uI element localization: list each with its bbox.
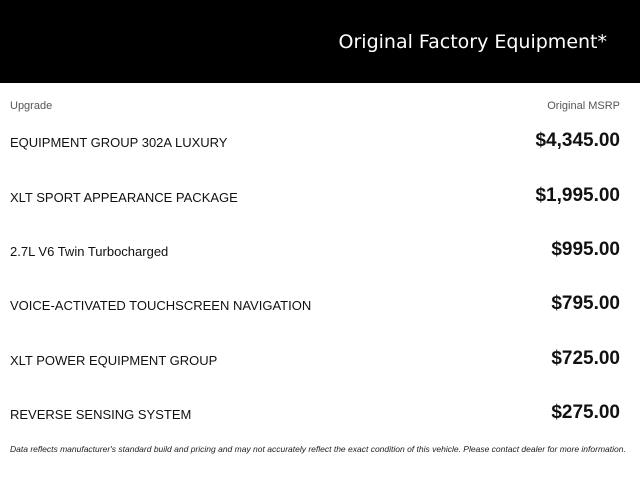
equipment-name: XLT POWER EQUIPMENT GROUP bbox=[10, 353, 218, 368]
equipment-row bbox=[0, 346, 640, 376]
equipment-row bbox=[0, 237, 640, 267]
equipment-name: 2.7L V6 Twin Turbocharged bbox=[10, 244, 169, 259]
equipment-price: $1,995.00 bbox=[535, 185, 620, 206]
equipment-price: $275.00 bbox=[551, 402, 620, 423]
equipment-row bbox=[0, 128, 640, 158]
equipment-price: $995.00 bbox=[551, 239, 620, 260]
equipment-name: XLT SPORT APPEARANCE PACKAGE bbox=[10, 190, 238, 205]
disclaimer-text: Data reflects manufacturer's standard build and pricing and may not accurately reflect the exact condition of this vehicle. Please contact dealer for more information. bbox=[10, 444, 626, 454]
equipment-name: VOICE-ACTIVATED TOUCHSCREEN NAVIGATION bbox=[10, 298, 312, 313]
equipment-row bbox=[0, 183, 640, 213]
equipment-name: REVERSE SENSING SYSTEM bbox=[10, 407, 192, 422]
equipment-price: $725.00 bbox=[551, 348, 620, 369]
equipment-name: EQUIPMENT GROUP 302A LUXURY bbox=[10, 135, 228, 150]
column-header-upgrade: Upgrade bbox=[10, 100, 53, 112]
page-header bbox=[0, 0, 640, 83]
equipment-row bbox=[0, 400, 640, 430]
equipment-price: $4,345.00 bbox=[535, 130, 620, 151]
equipment-price: $795.00 bbox=[551, 293, 620, 314]
column-header-msrp: Original MSRP bbox=[547, 100, 620, 112]
page-title: Original Factory Equipment* bbox=[338, 31, 607, 53]
equipment-row bbox=[0, 291, 640, 321]
